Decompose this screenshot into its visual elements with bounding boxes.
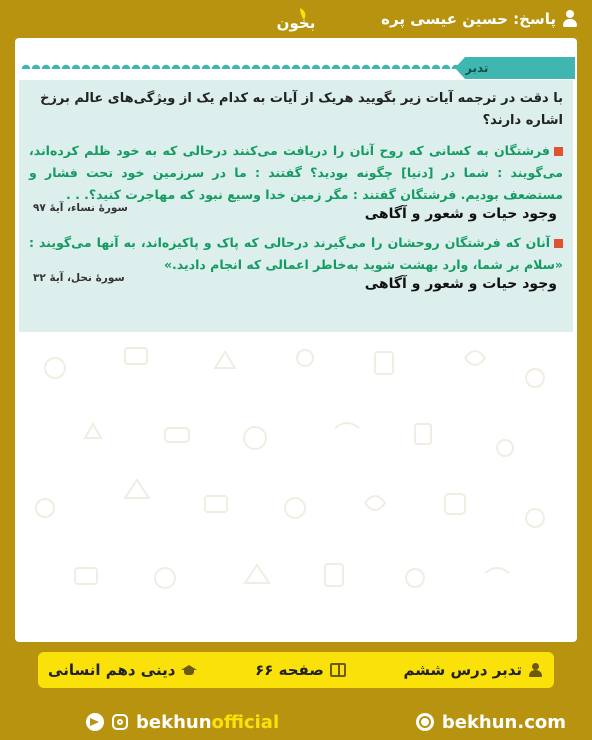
- website-link[interactable]: [416, 712, 566, 733]
- bullet-square-icon: [554, 147, 563, 156]
- answer-author-bar: [381, 6, 578, 32]
- subject-name: دینی دهم انسانی: [48, 661, 176, 679]
- verse-1: [29, 140, 563, 206]
- footer: [0, 707, 592, 737]
- verse-2-answer-row: [29, 272, 563, 298]
- page-number: صفحه ۶۶: [255, 661, 324, 679]
- subject-item: [48, 661, 197, 679]
- background-doodle-pattern: [15, 328, 577, 642]
- globe-icon: [416, 713, 434, 731]
- decorative-scallop-border: [21, 59, 461, 69]
- verse-1-answer-row: [29, 202, 563, 228]
- handle-part-1: bekhun: [136, 711, 212, 733]
- graduation-cap-icon: [181, 663, 197, 677]
- verse-1-reference: سورهٔ نساء، آیهٔ ۹۷: [33, 202, 128, 214]
- telegram-icon[interactable]: [86, 713, 104, 731]
- user-icon: [562, 10, 578, 28]
- page-item: [255, 661, 346, 679]
- exercise-panel: [19, 80, 573, 332]
- verse-2: [29, 232, 563, 276]
- handle-part-2: official: [211, 711, 280, 733]
- logo-text: بخون: [276, 14, 316, 32]
- answer-author: پاسخ: حسین عیسی پره: [381, 10, 556, 28]
- lesson-title: تدبر درس ششم: [403, 661, 522, 679]
- lesson-item: [403, 661, 544, 679]
- section-tab-label: تدبر: [465, 57, 575, 79]
- instagram-icon[interactable]: [112, 714, 128, 730]
- bullet-square-icon: [554, 239, 563, 248]
- verse-1-answer: وجود حیات و شعور و آگاهی: [364, 206, 557, 222]
- verse-2-reference: سورهٔ نحل، آیهٔ ۳۲: [33, 272, 125, 284]
- verse-1-text: فرشتگان به کسانی که روح آنان را دریافت می‌کنند درحالی که به خود ظلم کرده‌اند، می‌گویند : شما در [دنیا] چگونه بودید؟ گفتند : ما در سرزمین خود تحت فشار و مستضعف بودیم. فرشتگان گفتند : مگر زمین خدا وسیع نبود که مهاجرت کنید؟. . .: [29, 143, 563, 202]
- book-icon: [330, 663, 346, 677]
- lesson-info-bar: [38, 652, 554, 688]
- verse-2-text: آنان که فرشتگان روحشان را می‌گیرند درحالی که پاک و پاکیزه‌اند، به آنها می‌گویند : «سلام بر شما، وارد بهشت شوید به‌خاطر اعمالی که انجام دادید.»: [29, 235, 563, 272]
- question-text: با دقت در ترجمه آیات زیر بگویید هریک از آیات به کدام یک از ویژگی‌های عالم برزخ اشاره دارند؟: [40, 91, 563, 128]
- verse-2-answer: وجود حیات و شعور و آگاهی: [364, 276, 557, 292]
- social-handle[interactable]: [86, 712, 279, 733]
- website-text[interactable]: bekhun.com: [441, 711, 566, 733]
- content-card: [15, 38, 577, 642]
- student-icon: [528, 663, 544, 677]
